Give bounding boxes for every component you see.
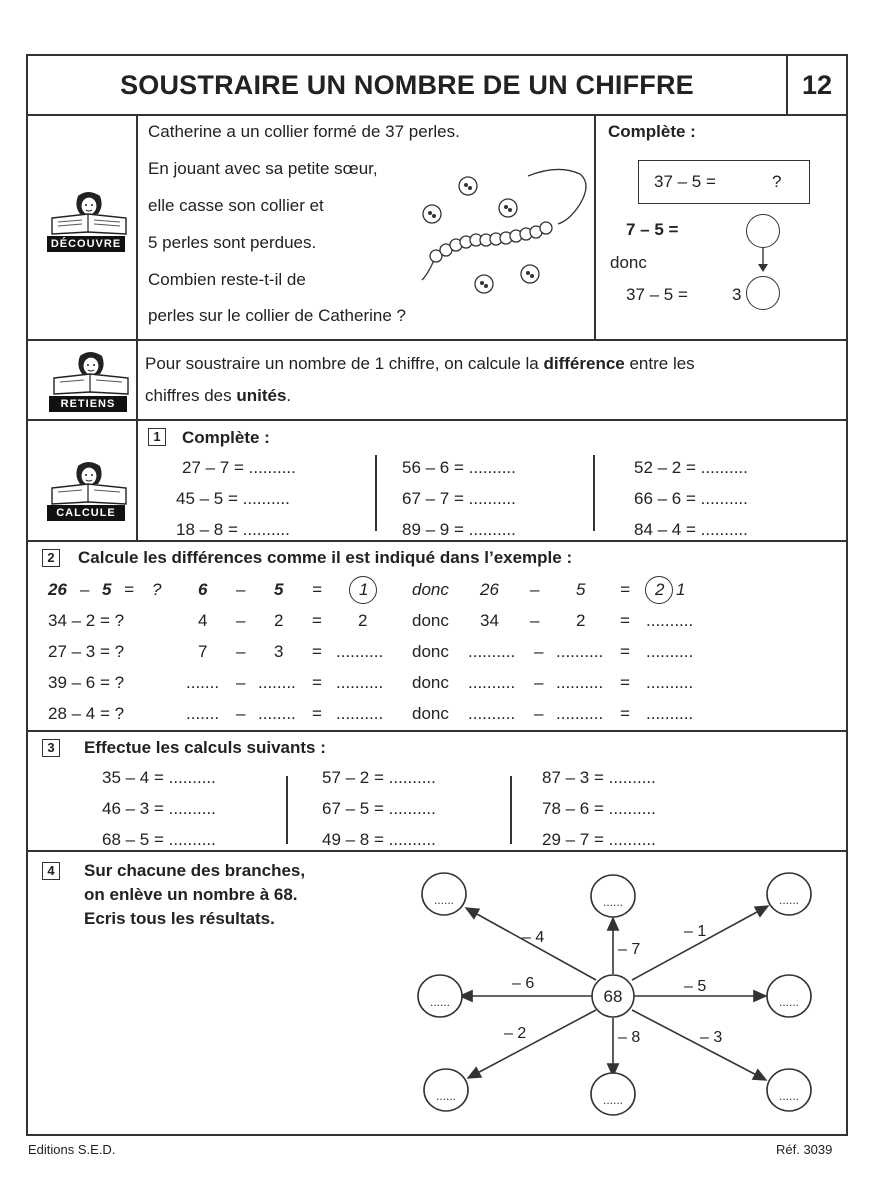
ex2-row3-donc: donc — [412, 673, 449, 692]
ex2-example-eq2: = — [312, 580, 322, 599]
exercise-4-line-1: Sur chacune des branches, — [84, 861, 306, 880]
title-divider — [28, 114, 848, 116]
ex2-row3-answer[interactable]: .......... — [646, 673, 694, 692]
answer-blank: ...... — [778, 995, 800, 1009]
rule-text-2: entre les — [629, 354, 695, 373]
ex2-row1-b[interactable]: 2 — [576, 611, 586, 630]
rule-text-1: Pour soustraire un nombre de 1 chiffre, on calcule la — [145, 354, 539, 373]
story-line-4: 5 perles sont perdues. — [148, 233, 317, 252]
ex3-col2-row1[interactable]: 57 – 2 = .......... — [322, 768, 436, 787]
ex3-col1-row2[interactable]: 46 – 3 = .......... — [102, 799, 216, 818]
ex1-col2-row2[interactable]: 67 – 7 = .......... — [402, 489, 516, 508]
decouvre-divider — [28, 339, 848, 341]
story-line-3: elle casse son collier et — [148, 196, 324, 215]
reading-child-icon — [48, 190, 130, 236]
ex3-col3-row3[interactable]: 29 – 7 = .......... — [542, 830, 656, 849]
ex2-row2-answer[interactable]: .......... — [646, 642, 694, 661]
story-line-1: Catherine a un collier formé de 37 perles. — [148, 122, 460, 141]
ex1-column-separator — [593, 455, 595, 531]
branch-arrow — [632, 906, 768, 980]
ex2-example-a2: 26 — [480, 580, 499, 599]
ex2-example-a: 26 — [48, 580, 67, 599]
ex2-row4-a[interactable]: .......... — [468, 704, 516, 723]
branch-label: – 4 — [522, 929, 545, 946]
ex2-row1-minus: – — [236, 611, 246, 630]
label-column-divider — [136, 114, 138, 540]
ex1-col3-row2[interactable]: 66 – 6 = .......... — [634, 489, 748, 508]
broken-necklace-illustration — [408, 164, 596, 304]
branch-label: – 1 — [684, 923, 707, 940]
ex2-row3-u1[interactable]: ....... — [186, 673, 220, 692]
exercise-4-line-3: Ecris tous les résultats. — [84, 909, 275, 928]
ex2-row3-eq2: = — [620, 673, 630, 692]
exercise-3-number: 3 — [42, 739, 60, 757]
ex2-row2-minus: – — [236, 642, 246, 661]
ex1-col3-row1[interactable]: 52 – 2 = .......... — [634, 458, 748, 477]
ex2-example-u1: 6 — [198, 580, 208, 599]
ex2-row1-operation: 34 – 2 = ? — [48, 611, 125, 630]
final-tens-digit: 3 — [732, 285, 742, 304]
ex2-example-result: 1 — [359, 580, 369, 599]
ex3-column-separator — [510, 776, 512, 844]
rule-text-4: . — [286, 386, 292, 405]
branch-label: – 2 — [504, 1025, 527, 1042]
ex2-row2-a[interactable]: .......... — [468, 642, 516, 661]
exercise-2-number: 2 — [42, 549, 60, 567]
rule-line-2 — [145, 386, 291, 406]
ex3-col1-row1[interactable]: 35 – 4 = .......... — [102, 768, 216, 787]
ex2-row3-a[interactable]: .......... — [468, 673, 516, 692]
calcule-divider — [28, 540, 848, 542]
story-line-6: perles sur le collier de Catherine ? — [148, 306, 406, 325]
ex2-row4-minus2: – — [534, 704, 544, 723]
ex1-col1-row1[interactable]: 27 – 7 = .......... — [182, 458, 296, 477]
ex2-row4-minus: – — [236, 704, 246, 723]
ex2-example-units: 1 — [676, 580, 686, 599]
exercise-3-title: Effectue les calculs suivants : — [84, 738, 326, 757]
ex2-example-minus3: – — [530, 580, 540, 599]
answer-blank: ...... — [435, 1089, 457, 1103]
exercise-1-number: 1 — [148, 428, 166, 446]
ex2-row4-u1[interactable]: ....... — [186, 704, 220, 723]
final-units-circle[interactable] — [746, 276, 780, 310]
branch-label: – 7 — [618, 941, 641, 958]
units-step-equation: 7 – 5 = — [626, 220, 679, 239]
answer-blank: ...... — [602, 895, 624, 909]
ex2-row1-result[interactable]: 2 — [358, 611, 368, 630]
ex2-row3-minus2: – — [534, 673, 544, 692]
ex2-row2-u2[interactable]: 3 — [274, 642, 284, 661]
page-title: SOUSTRAIRE UN NOMBRE DE UN CHIFFRE — [120, 70, 694, 100]
problem-box-question: ? — [772, 172, 782, 191]
ex2-example-donc: donc — [412, 580, 449, 599]
ex2-row2-result[interactable]: .......... — [336, 642, 384, 661]
ex1-col1-row3[interactable]: 18 – 8 = .......... — [176, 520, 290, 539]
exercise3-divider — [28, 850, 848, 852]
ex1-col1-row2[interactable]: 45 – 5 = .......... — [176, 489, 290, 508]
exercise2-divider — [28, 730, 848, 732]
ex2-example-u2: 5 — [274, 580, 284, 599]
ex3-col1-row3[interactable]: 68 – 5 = .......... — [102, 830, 216, 849]
ex2-example-q: ? — [152, 580, 162, 599]
ex2-example-minus: – — [80, 580, 90, 599]
ex2-row1-u1[interactable]: 4 — [198, 611, 208, 630]
branch-label: – 5 — [684, 978, 707, 995]
ex3-col3-row1[interactable]: 87 – 3 = .......... — [542, 768, 656, 787]
ex2-row2-minus2: – — [534, 642, 544, 661]
exercise-2-title: Calcule les différences comme il est indiqué dans l’exemple : — [78, 548, 573, 567]
ex2-row4-result[interactable]: .......... — [336, 704, 384, 723]
exercise-1-title: Complète : — [182, 428, 270, 447]
ex2-row3-eq: = — [312, 673, 322, 692]
ex2-row4-donc: donc — [412, 704, 449, 723]
ex2-row1-a[interactable]: 34 — [480, 611, 499, 630]
branch-arrow — [468, 1010, 596, 1078]
reading-child-icon — [50, 350, 132, 396]
answer-blank: ...... — [429, 995, 451, 1009]
exercise-4-line-2: on enlève un nombre à 68. — [84, 885, 298, 904]
answer-blank: ...... — [778, 1089, 800, 1103]
ex2-example-tens: 2 — [655, 580, 665, 599]
down-arrow-icon — [756, 248, 770, 274]
ex2-row2-operation: 27 – 3 = ? — [48, 642, 125, 661]
ex2-row1-answer[interactable]: .......... — [646, 611, 694, 630]
subtraction-star-diagram — [400, 860, 840, 1130]
rule-text-3: chiffres des — [145, 386, 232, 405]
ex3-col2-row3[interactable]: 49 – 8 = .......... — [322, 830, 436, 849]
branch-arrow — [632, 1010, 766, 1080]
ex2-row2-u1[interactable]: 7 — [198, 642, 208, 661]
ex2-row2-donc: donc — [412, 642, 449, 661]
retiens-divider — [28, 419, 848, 421]
ex2-row2-eq2: = — [620, 642, 630, 661]
ex2-example-minus2: – — [236, 580, 246, 599]
answer-blank: ...... — [778, 893, 800, 907]
calcule-badge: CALCULE — [47, 505, 125, 521]
ex2-row4-b[interactable]: .......... — [556, 704, 604, 723]
ex1-col2-row3[interactable]: 89 – 9 = .......... — [402, 520, 516, 539]
ex2-row3-result[interactable]: .......... — [336, 673, 384, 692]
ex2-row2-eq: = — [312, 642, 322, 661]
publisher-footer: Editions S.E.D. — [28, 1142, 116, 1157]
ex1-column-separator — [375, 455, 377, 531]
ex2-example-eq3: = — [620, 580, 630, 599]
ex2-row4-eq2: = — [620, 704, 630, 723]
reference-footer: Réf. 3039 — [776, 1142, 833, 1157]
ex2-row1-donc: donc — [412, 611, 449, 630]
complete-label: Complète : — [608, 122, 696, 141]
ex2-example-b: 5 — [102, 580, 112, 599]
story-line-5: Combien reste-t-il de — [148, 270, 306, 289]
ex2-row4-answer[interactable]: .......... — [646, 704, 694, 723]
ex3-col3-row2[interactable]: 78 – 6 = .......... — [542, 799, 656, 818]
ex2-row4-u2[interactable]: ........ — [258, 704, 296, 723]
rule-line-1 — [145, 354, 695, 374]
rule-keyword-difference: différence — [543, 354, 625, 373]
branch-label: – 8 — [618, 1029, 641, 1046]
ex2-example-b2: 5 — [576, 580, 586, 599]
ex2-row1-minus2: – — [530, 611, 540, 630]
story-line-2: En jouant avec sa petite sœur, — [148, 159, 378, 178]
ex2-example-eq: = — [124, 580, 134, 599]
ex2-row4-operation: 28 – 4 = ? — [48, 704, 125, 723]
ex2-row1-eq: = — [312, 611, 322, 630]
final-equation: 37 – 5 = — [626, 285, 688, 304]
problem-box-equation: 37 – 5 = — [654, 172, 716, 191]
rule-keyword-unites: unités — [236, 386, 287, 405]
ex1-col2-row1[interactable]: 56 – 6 = .......... — [402, 458, 516, 477]
ex2-row3-minus: – — [236, 673, 246, 692]
ex2-row3-b[interactable]: .......... — [556, 673, 604, 692]
ex3-col2-row2[interactable]: 67 – 5 = .......... — [322, 799, 436, 818]
branch-label: – 6 — [512, 975, 535, 992]
ex1-col3-row3[interactable]: 84 – 4 = .......... — [634, 520, 748, 539]
reading-child-icon — [48, 460, 130, 506]
answer-blank: ...... — [602, 1093, 624, 1107]
ex3-column-separator — [286, 776, 288, 844]
donc-label: donc — [610, 253, 647, 272]
center-value: 68 — [603, 987, 623, 1006]
branch-label: – 3 — [700, 1029, 723, 1046]
answer-blank: ...... — [433, 893, 455, 907]
ex2-row3-u2[interactable]: ........ — [258, 673, 296, 692]
ex2-row1-u2[interactable]: 2 — [274, 611, 284, 630]
ex2-row2-b[interactable]: .......... — [556, 642, 604, 661]
ex2-row1-eq2: = — [620, 611, 630, 630]
retiens-badge: RETIENS — [49, 396, 127, 412]
page-number: 12 — [801, 70, 833, 100]
ex2-row3-operation: 39 – 6 = ? — [48, 673, 125, 692]
ex2-row4-eq: = — [312, 704, 322, 723]
units-answer-circle[interactable] — [746, 214, 780, 248]
decouvre-badge: DÉCOUVRE — [47, 236, 125, 252]
exercise-4-number: 4 — [42, 862, 60, 880]
